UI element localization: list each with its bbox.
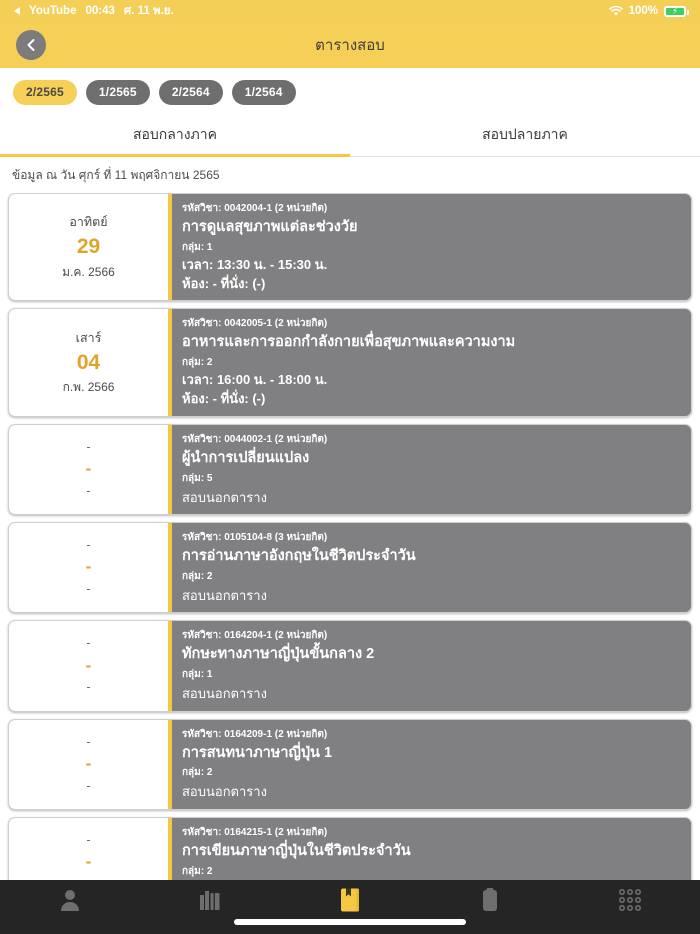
exam-course-code: รหัสวิชา: 0042005-1 (2 หน่วยกิต) bbox=[182, 318, 328, 330]
nav-item-more[interactable] bbox=[560, 880, 700, 920]
exam-note: สอบนอกตาราง bbox=[182, 686, 267, 702]
exam-course-code: รหัสวิชา: 0044002-1 (2 หน่วยกิต) bbox=[182, 433, 328, 445]
semester-pill-1[interactable]: 1/2565 bbox=[86, 80, 150, 105]
exam-date-column bbox=[9, 194, 172, 300]
exam-month-year: ก.พ. 2566 bbox=[62, 380, 115, 395]
exam-course-code: รหัสวิชา: 0164215-1 (2 หน่วยกิต) bbox=[182, 826, 328, 838]
semester-pill-0[interactable]: 2/2565 bbox=[13, 80, 77, 105]
exam-card[interactable] bbox=[8, 719, 692, 810]
exam-date-column bbox=[9, 720, 172, 809]
exam-day-label: - bbox=[86, 734, 91, 749]
exam-room-seat: ห้อง: - ที่นั่ง: (-) bbox=[182, 391, 266, 407]
exam-month-year: - bbox=[86, 778, 91, 793]
semester-pill-2[interactable]: 2/2564 bbox=[159, 80, 223, 105]
app-header bbox=[0, 22, 700, 68]
exam-day-label: เสาร์ bbox=[75, 330, 102, 345]
exam-course-code: รหัสวิชา: 0164209-1 (2 หน่วยกิต) bbox=[182, 728, 328, 740]
exam-room-seat: ห้อง: - ที่นั่ง: (-) bbox=[182, 275, 266, 291]
exam-date-number: - bbox=[85, 852, 92, 872]
exam-card[interactable] bbox=[8, 193, 692, 301]
exam-date-column bbox=[9, 621, 172, 710]
exam-date-number: - bbox=[85, 655, 92, 675]
chevron-left-icon bbox=[25, 38, 37, 52]
nav-item-exam-schedule[interactable] bbox=[280, 880, 420, 920]
exam-note: สอบนอกตาราง bbox=[182, 784, 267, 800]
tab-active-underline bbox=[0, 154, 350, 157]
exam-detail-column bbox=[172, 621, 691, 710]
exam-month-year: - bbox=[86, 483, 91, 498]
exam-group: กลุ่ม: 1 bbox=[182, 669, 213, 681]
battery-percent-label: 100% bbox=[628, 5, 658, 17]
exam-date-column bbox=[9, 309, 172, 415]
home-indicator[interactable] bbox=[234, 919, 466, 925]
exam-detail-column bbox=[172, 720, 691, 809]
exam-list bbox=[0, 193, 700, 934]
wifi-icon bbox=[609, 6, 623, 17]
bookmark-book-icon bbox=[338, 887, 362, 913]
page-title: ตารางสอบ bbox=[315, 37, 385, 54]
exam-detail-column bbox=[172, 309, 691, 415]
exam-course-name: อาหารและการออกกำลังกายเพื่อสุขภาพและความงาม bbox=[182, 334, 516, 351]
exam-time: เวลา: 13:30 น. - 15:30 น. bbox=[182, 256, 328, 272]
exam-day-label: - bbox=[86, 832, 91, 847]
status-back-app-label: YouTube bbox=[29, 5, 77, 17]
exam-month-year: ม.ค. 2566 bbox=[62, 264, 115, 279]
nav-item-documents[interactable] bbox=[420, 880, 560, 920]
exam-group: กลุ่ม: 2 bbox=[182, 865, 213, 877]
back-arrow-icon[interactable] bbox=[14, 7, 20, 15]
status-bar-left bbox=[14, 2, 174, 20]
exam-course-name: การสนทนาภาษาญี่ปุ่น 1 bbox=[182, 744, 333, 761]
exam-group: กลุ่ม: 2 bbox=[182, 767, 213, 779]
exam-course-code: รหัสวิชา: 0042004-1 (2 หน่วยกิต) bbox=[182, 203, 328, 214]
status-time: 00:43 bbox=[85, 5, 115, 17]
exam-course-name: การดูแลสุขภาพแต่ละช่วงวัย bbox=[182, 219, 358, 235]
exam-group: กลุ่ม: 2 bbox=[182, 357, 213, 369]
exam-group: กลุ่ม: 1 bbox=[182, 241, 213, 253]
exam-detail-column bbox=[172, 523, 691, 612]
exam-day-label: - bbox=[86, 439, 91, 454]
tab-inactive-underline bbox=[350, 154, 700, 157]
semester-pill-3[interactable]: 1/2564 bbox=[232, 80, 296, 105]
exam-course-name: ผู้นำการเปลี่ยนแปลง bbox=[182, 449, 310, 466]
exam-course-name: ทักษะทางภาษาญี่ปุ่นขั้นกลาง 2 bbox=[182, 646, 375, 663]
exam-card[interactable] bbox=[8, 308, 692, 416]
exam-month-year: - bbox=[86, 680, 91, 695]
exam-detail-column bbox=[172, 425, 691, 514]
back-button[interactable] bbox=[16, 30, 46, 60]
tab-final-label: สอบปลายภาค bbox=[482, 126, 568, 142]
data-as-of-label: ข้อมูล ณ วัน ศุกร์ ที่ 11 พฤศจิกายน 2565 bbox=[12, 168, 220, 182]
exam-date-number: - bbox=[85, 753, 92, 773]
bottom-navigation-bar bbox=[0, 880, 700, 934]
books-icon bbox=[198, 888, 222, 912]
exam-day-label: - bbox=[86, 636, 91, 651]
exam-date-number: - bbox=[85, 557, 92, 577]
exam-type-tabs bbox=[0, 115, 700, 157]
exam-day-label: - bbox=[86, 538, 91, 553]
exam-date-column bbox=[9, 425, 172, 514]
tab-midterm[interactable] bbox=[0, 115, 350, 156]
exam-note: สอบนอกตาราง bbox=[182, 587, 267, 603]
nav-item-profile[interactable] bbox=[0, 880, 140, 920]
exam-time: เวลา: 16:00 น. - 18:00 น. bbox=[182, 372, 328, 388]
status-bar-right bbox=[609, 5, 686, 17]
exam-card[interactable] bbox=[8, 424, 692, 515]
exam-group: กลุ่ม: 2 bbox=[182, 570, 213, 582]
exam-date-number: 04 bbox=[76, 350, 101, 374]
tab-final[interactable] bbox=[350, 115, 700, 156]
exam-day-label: อาทิตย์ bbox=[69, 215, 108, 230]
exam-card[interactable] bbox=[8, 620, 692, 711]
exam-group: กลุ่ม: 5 bbox=[182, 472, 213, 484]
battery-charging-icon: ⚡ bbox=[664, 6, 686, 17]
clipboard-icon bbox=[481, 887, 499, 913]
exam-note: สอบนอกตาราง bbox=[182, 489, 267, 505]
status-date: ศ. 11 พ.ย. bbox=[123, 5, 174, 17]
nav-item-courses[interactable] bbox=[140, 880, 280, 920]
exam-course-name: การเขียนภาษาญี่ปุ่นในชีวิตประจำวัน bbox=[182, 842, 411, 859]
exam-date-number: 29 bbox=[76, 235, 101, 259]
exam-course-name: การอ่านภาษาอังกฤษในชีวิตประจำวัน bbox=[182, 548, 416, 565]
exam-course-code: รหัสวิชา: 0105104-8 (3 หน่วยกิต) bbox=[182, 532, 328, 544]
exam-detail-column bbox=[172, 194, 691, 300]
exam-month-year: - bbox=[86, 582, 91, 597]
person-icon bbox=[59, 888, 81, 912]
grid-dots-icon bbox=[618, 888, 642, 912]
exam-course-code: รหัสวิชา: 0164204-1 (2 หน่วยกิต) bbox=[182, 630, 328, 642]
exam-date-number: - bbox=[85, 459, 92, 479]
exam-card[interactable] bbox=[8, 522, 692, 613]
semester-filter-bar bbox=[0, 68, 700, 115]
tab-midterm-label: สอบกลางภาค bbox=[132, 126, 218, 142]
status-bar bbox=[0, 0, 700, 22]
exam-date-column bbox=[9, 523, 172, 612]
